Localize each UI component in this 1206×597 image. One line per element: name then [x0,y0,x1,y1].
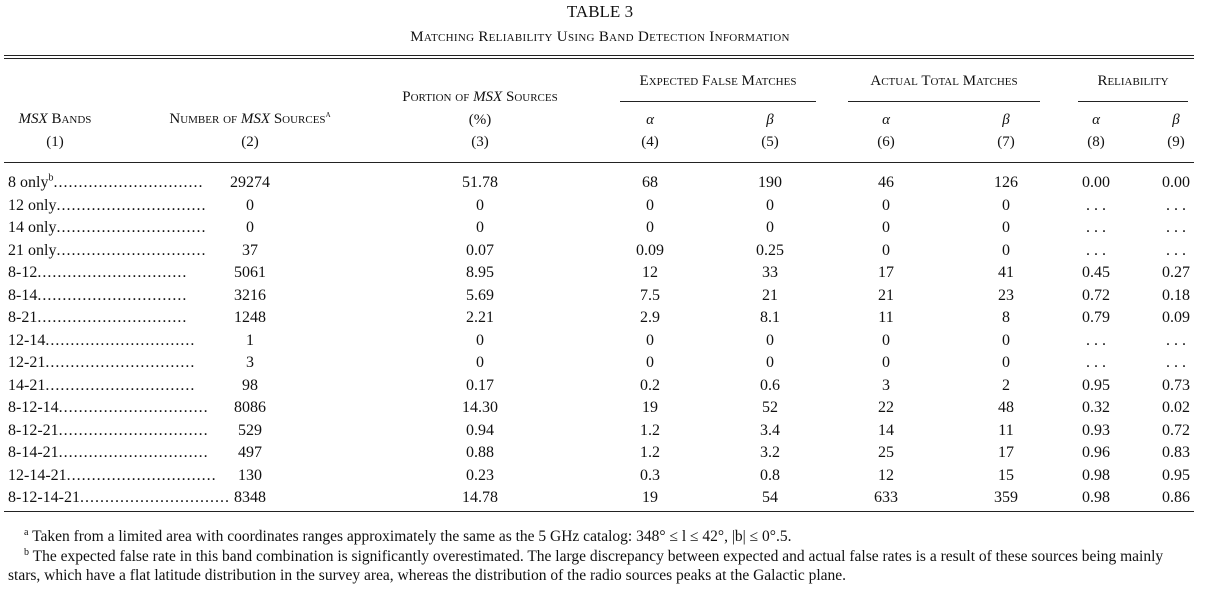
cell-reliability-alpha: 0.98 [1082,466,1110,484]
cell-reliability-beta: 0.00 [1162,174,1190,191]
cell-reliability-alpha: . . . [1086,331,1106,349]
leader-dots: .............................. [56,219,207,236]
cell-reliability-alpha: 0.00 [1082,174,1110,191]
cell-portion: 0.07 [466,241,494,259]
cell-actual-alpha: 0 [882,354,890,371]
col-header-alpha-8: α [1092,112,1100,128]
cell-portion: 0.23 [466,466,494,484]
col-header-number [140,110,360,128]
cell-actual-alpha: 12 [878,466,894,484]
footnote-a-mark: a [24,526,29,538]
leader-dots: .............................. [37,286,188,304]
cell-actual-alpha: 11 [878,309,894,326]
cell-expected-beta: 0.6 [760,376,780,394]
cell-actual-alpha: 14 [878,421,894,439]
cell-expected-beta: 0 [766,196,774,214]
cell-reliability-beta: . . . [1166,196,1186,214]
cell-reliability-alpha: . . . [1086,241,1106,259]
col-number-4: (4) [641,134,659,150]
cell-reliability-alpha: 0.72 [1082,286,1110,304]
cell-portion: 14.78 [462,489,498,506]
cell-portion: 0.17 [466,376,494,394]
col-header-bands [0,110,110,128]
cell-reliability-alpha: . . . [1086,354,1106,371]
cell-actual-beta: 8 [1002,309,1010,326]
cell-reliability-alpha: 0.45 [1082,264,1110,281]
cell-expected-beta: 21 [762,286,778,304]
col-number-9: (9) [1167,134,1185,150]
table-bottom-rule [4,511,1194,512]
col-header-portion [380,88,580,106]
band-label: 8-14-21 [8,444,59,461]
group-header-reliability: Reliability [1097,73,1169,89]
number-text-c: Sources [270,111,326,127]
cell-expected-alpha: 19 [642,489,658,506]
group-header-expected: Expected False Matches [639,73,797,89]
col-number-1: (1) [46,134,64,150]
footnote-b-text: The expected false rate in this band combination is significantly overestimated. The large discrepancy between expected and actual false rates is a result of these sources being mainly stars, which have a flat latitude distribution in the survey area, whereas the distribution of the radio sources peaks at the Galactic plane. [8,548,1164,584]
leader-dots: .............................. [58,421,209,439]
cell-actual-beta: 0 [1002,354,1010,371]
col-header-beta-5: β [766,112,774,128]
span-rule-actual [848,101,1040,102]
band-label: 8-12-14-21 [8,489,80,506]
cell-number: 98 [242,376,258,394]
cell-expected-beta: 0 [766,219,774,236]
cell-portion: 14.30 [462,399,498,416]
cell-portion: 2.21 [466,309,494,326]
cell-expected-alpha: 12 [642,264,658,281]
cell-number: 130 [238,466,262,484]
number-msx-italic: MSX [240,111,271,127]
cell-expected-beta: 8.1 [760,309,780,326]
cell-number: 3216 [234,286,266,304]
cell-actual-alpha: 22 [878,399,894,416]
cell-expected-alpha: 1.2 [640,444,660,461]
cell-expected-beta: 3.4 [760,421,780,439]
cell-reliability-alpha: . . . [1086,196,1106,214]
leader-dots: .............................. [37,309,188,326]
col-number-2: (2) [241,134,259,150]
leader-dots: .............................. [79,489,230,506]
band-label: 8-12-14 [8,399,59,416]
cell-reliability-beta: . . . [1166,241,1186,259]
leader-dots: .............................. [58,399,209,416]
portion-text-c: Sources [502,89,558,105]
cell-reliability-alpha: 0.32 [1082,399,1110,416]
cell-actual-beta: 0 [1002,331,1010,349]
cell-expected-alpha: 0.09 [636,241,664,259]
cell-expected-alpha: 68 [642,174,658,191]
col-header-beta-7: β [1002,112,1010,128]
span-rule-reliability [1078,101,1188,102]
cell-portion: 0.94 [466,421,494,439]
cell-portion: 0 [476,219,484,236]
band-label: 12-14-21 [8,466,67,484]
footnote-a-text: Taken from a limited area with coordinates ranges approximately the same as the 5 GHz catalog: 348° ≤ l ≤ 42°, |b| ≤ 0°.5. [32,528,792,545]
cell-band [8,330,196,352]
cell-reliability-beta: . . . [1166,354,1186,371]
cell-expected-alpha: 0 [646,331,654,349]
cell-actual-alpha: 17 [878,264,894,281]
leader-dots: .............................. [45,354,196,371]
portion-msx-italic: MSX [473,89,503,105]
cell-expected-beta: 0 [766,354,774,371]
footnote-b [8,547,1194,585]
group-header-actual: Actual Total Matches [870,73,1018,89]
cell-band [8,352,196,374]
cell-band [8,172,204,194]
cell-expected-alpha: 0 [646,354,654,371]
cell-number: 3 [246,354,254,371]
band-label: 21 only [8,241,57,259]
col-number-8: (8) [1087,134,1105,150]
cell-reliability-beta: 0.09 [1162,309,1190,326]
col-number-7: (7) [997,134,1015,150]
col-header-beta-9: β [1172,112,1180,128]
cell-reliability-beta: 0.86 [1162,489,1190,506]
cell-expected-beta: 52 [762,399,778,416]
footnote-b-mark: b [24,546,29,558]
cell-number: 0 [246,219,254,236]
cell-actual-beta: 15 [998,466,1014,484]
cell-expected-beta: 0.8 [760,466,780,484]
cell-reliability-beta: 0.27 [1162,264,1190,281]
cell-expected-alpha: 1.2 [640,421,660,439]
cell-reliability-beta: 0.18 [1162,286,1190,304]
cell-band [8,195,207,217]
cell-band [8,420,209,442]
cell-band [8,217,207,239]
cell-band [8,262,188,284]
cell-expected-alpha: 0.3 [640,466,660,484]
cell-reliability-alpha: 0.95 [1082,376,1110,394]
cell-actual-beta: 0 [1002,241,1010,259]
col-header-portion-unit: (%) [468,112,492,128]
cell-expected-beta: 0 [766,331,774,349]
cell-actual-beta: 0 [1002,196,1010,214]
footnote-a [8,527,1194,546]
cell-expected-alpha: 0 [646,219,654,236]
cell-expected-beta: 0.25 [756,241,784,259]
leader-dots: .............................. [58,444,209,461]
cell-actual-beta: 23 [998,286,1014,304]
band-label: 12 only [8,196,57,214]
cell-expected-beta: 33 [762,264,778,281]
cell-number: 8348 [234,489,266,506]
cell-portion: 0.88 [466,444,494,461]
cell-actual-beta: 0 [1002,219,1010,236]
cell-expected-beta: 190 [758,174,782,191]
cell-number: 529 [238,421,262,439]
table-subtitle: Matching Reliability Using Band Detection Information [410,29,790,45]
cell-portion: 0 [476,354,484,371]
cell-actual-alpha: 633 [874,489,898,506]
cell-expected-alpha: 0.2 [640,376,660,394]
cell-actual-alpha: 0 [882,219,890,236]
cell-reliability-beta: 0.72 [1162,421,1190,439]
portion-text-a: Portion of [402,89,474,105]
leader-dots: .............................. [56,241,207,259]
cell-actual-beta: 41 [998,264,1014,281]
cell-band [8,487,230,509]
leader-dots: .............................. [37,264,188,281]
cell-portion: 5.69 [466,286,494,304]
cell-reliability-beta: 0.95 [1162,466,1190,484]
span-rule-expected [620,101,816,102]
cell-actual-alpha: 0 [882,196,890,214]
cell-number: 1 [246,331,254,349]
band-label: 8-14 [8,286,38,304]
leader-dots: .............................. [45,331,196,349]
msx-italic: MSX [18,111,48,127]
cell-band [8,307,188,329]
cell-actual-beta: 17 [998,444,1014,461]
cell-expected-beta: 3.2 [760,444,780,461]
cell-portion: 0 [476,196,484,214]
cell-band [8,375,196,397]
cell-reliability-alpha: 0.96 [1082,444,1110,461]
cell-actual-beta: 2 [1002,376,1010,394]
band-label: 8-12-21 [8,421,59,439]
cell-actual-alpha: 3 [882,376,890,394]
band-label: 8 only [8,174,49,191]
cell-number: 29274 [230,174,270,191]
cell-number: 8086 [234,399,266,416]
band-footnote-mark: b [48,172,54,184]
cell-actual-alpha: 21 [878,286,894,304]
cell-number: 1248 [234,309,266,326]
cell-expected-alpha: 7.5 [640,286,660,304]
cell-actual-beta: 359 [994,489,1018,506]
leader-dots: .............................. [56,196,207,214]
col-number-3: (3) [471,134,489,150]
cell-band [8,465,217,487]
table-title: TABLE 3 [566,2,634,21]
cell-expected-alpha: 19 [642,399,658,416]
col-number-6: (6) [877,134,895,150]
cell-actual-beta: 126 [994,174,1018,191]
cell-number: 37 [242,241,258,259]
cell-portion: 8.95 [466,264,494,281]
cell-band [8,285,188,307]
cell-actual-alpha: 0 [882,331,890,349]
cell-number: 5061 [234,264,266,281]
band-label: 8-21 [8,309,38,326]
cell-expected-alpha: 0 [646,196,654,214]
cell-band [8,442,209,464]
cell-number: 0 [246,196,254,214]
cell-portion: 0 [476,331,484,349]
cell-actual-alpha: 46 [878,174,894,191]
cell-reliability-beta: 0.02 [1162,399,1190,416]
band-label: 14-21 [8,376,46,394]
cell-reliability-alpha: 0.98 [1082,489,1110,506]
col-header-alpha-6: α [882,112,890,128]
cell-reliability-beta: . . . [1166,219,1186,236]
top-rule-2 [4,58,1194,59]
cell-actual-beta: 48 [998,399,1014,416]
cell-reliability-beta: 0.83 [1162,444,1190,461]
band-label: 12-21 [8,354,46,371]
cell-reliability-beta: . . . [1166,331,1186,349]
leader-dots: .............................. [66,466,217,484]
bands-text: Bands [47,111,92,127]
cell-expected-alpha: 2.9 [640,309,660,326]
cell-reliability-alpha: . . . [1086,219,1106,236]
number-footnote-mark: a [325,109,331,120]
leader-dots: .............................. [45,376,196,394]
band-label: 14 only [8,219,57,236]
cell-actual-alpha: 25 [878,444,894,461]
cell-portion: 51.78 [462,174,498,191]
cell-number: 497 [238,444,262,461]
col-number-5: (5) [761,134,779,150]
cell-reliability-beta: 0.73 [1162,376,1190,394]
header-bottom-rule [4,162,1194,163]
col-header-alpha-4: α [646,112,654,128]
number-text-a: Number of [169,111,241,127]
cell-band [8,397,209,419]
top-rule [4,55,1194,56]
cell-band [8,240,207,262]
leader-dots: .............................. [53,174,204,191]
cell-expected-beta: 54 [762,489,778,506]
cell-actual-beta: 11 [998,421,1014,439]
band-label: 12-14 [8,331,46,349]
cell-actual-alpha: 0 [882,241,890,259]
cell-reliability-alpha: 0.79 [1082,309,1110,326]
band-label: 8-12 [8,264,38,281]
cell-reliability-alpha: 0.93 [1082,421,1110,439]
